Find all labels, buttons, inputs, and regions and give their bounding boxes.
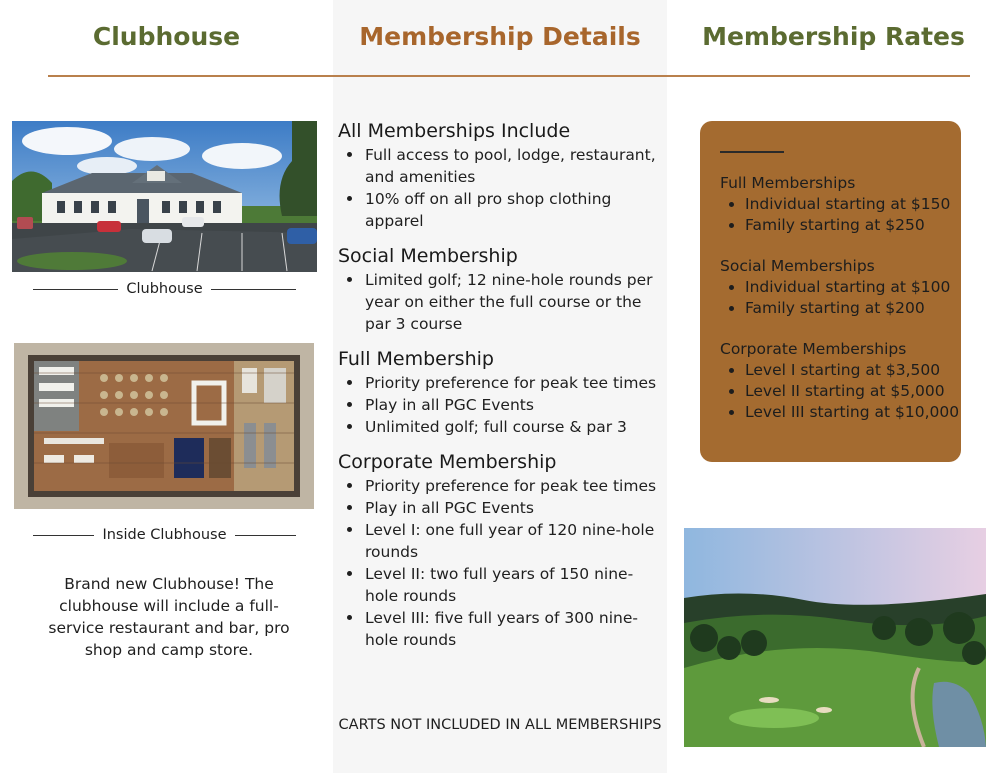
inside-clubhouse-caption-text: Inside Clubhouse <box>102 527 227 543</box>
list-item: Full access to pool, lodge, restaurant, and amenities <box>338 144 662 188</box>
clubhouse-description: Brand new Clubhouse! The clubhouse will include a full-service restaurant and bar, pro shop and camp store. <box>48 575 290 659</box>
details-section <box>338 449 662 651</box>
membership-details-list <box>338 118 662 662</box>
clubhouse-exterior-image <box>12 121 317 272</box>
list-item: Unlimited golf; full course & par 3 <box>338 416 662 438</box>
clubhouse-floor-plan-image <box>14 343 314 509</box>
rate-item: Level II starting at $5,000 <box>720 381 961 402</box>
card-rule <box>720 151 784 153</box>
carts-footnote: CARTS NOT INCLUDED IN ALL MEMBERSHIPS <box>338 717 662 733</box>
rate-item: Individual starting at $150 <box>720 194 961 215</box>
details-section <box>338 243 662 335</box>
rate-item: Family starting at $200 <box>720 298 961 319</box>
rate-group <box>720 173 961 236</box>
rate-group-title: Social Memberships <box>720 257 875 275</box>
rate-group <box>720 256 961 319</box>
list-item: Play in all PGC Events <box>338 497 662 519</box>
caption-rule-right <box>211 289 296 290</box>
section-title: Corporate Membership <box>338 451 557 473</box>
caption-rule-right <box>235 535 296 536</box>
inside-clubhouse-caption <box>33 527 296 543</box>
rate-item: Family starting at $250 <box>720 215 961 236</box>
list-item: Level III: five full years of 300 nine-hole rounds <box>338 607 662 651</box>
header-divider <box>48 75 970 77</box>
list-item: Priority preference for peak tee times <box>338 372 662 394</box>
golf-course-aerial-image <box>684 528 986 747</box>
details-section <box>338 346 662 438</box>
list-item: Level I: one full year of 120 nine-hole rounds <box>338 519 662 563</box>
membership-rates-heading: Membership Rates <box>702 22 965 51</box>
clubhouse-caption <box>33 281 296 297</box>
rate-item: Level III starting at $10,000 <box>720 402 961 423</box>
clubhouse-heading: Clubhouse <box>92 22 241 51</box>
caption-rule-left <box>33 289 118 290</box>
rate-group <box>720 339 961 423</box>
membership-details-heading: Membership Details <box>359 22 641 51</box>
rate-group-title: Full Memberships <box>720 174 856 192</box>
list-item: 10% off on all pro shop clothing apparel <box>338 188 662 232</box>
list-item: Level II: two full years of 150 nine-hole rounds <box>338 563 662 607</box>
rate-item: Level I starting at $3,500 <box>720 360 961 381</box>
details-section <box>338 118 662 232</box>
section-title: All Memberships Include <box>338 120 571 142</box>
membership-rates-card <box>700 121 961 462</box>
list-item: Play in all PGC Events <box>338 394 662 416</box>
list-item: Priority preference for peak tee times <box>338 475 662 497</box>
section-title: Full Membership <box>338 348 494 370</box>
section-title: Social Membership <box>338 245 518 267</box>
rate-item: Individual starting at $100 <box>720 277 961 298</box>
list-item: Limited golf; 12 nine-hole rounds per year on either the full course or the par 3 course <box>338 269 662 335</box>
caption-rule-left <box>33 535 94 536</box>
rate-group-title: Corporate Memberships <box>720 340 907 358</box>
clubhouse-caption-text: Clubhouse <box>126 281 203 297</box>
